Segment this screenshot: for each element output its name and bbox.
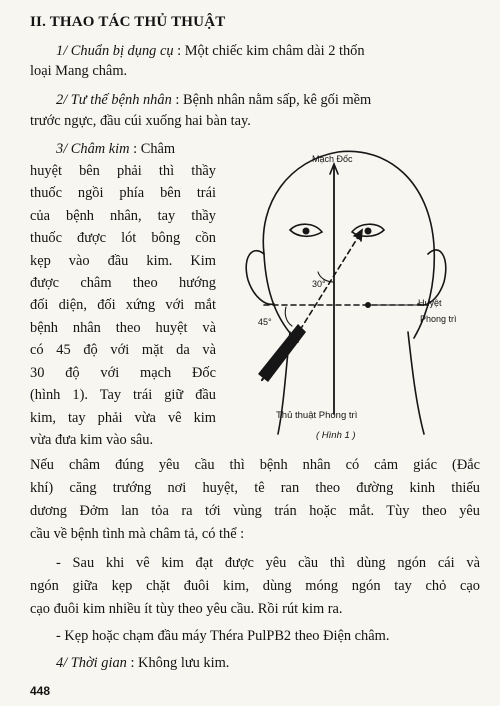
needling-full-line: dương Đởm lan tỏa ra tới vùng trán hoặc mắt. Tùy theo yêu <box>30 503 480 519</box>
paragraph-tools-line-2: loại Mang châm. <box>30 63 128 79</box>
needling-col-line: thuốc ngồi phía bên trái <box>30 185 216 201</box>
needling-col-line: được châm theo hướng <box>30 275 216 291</box>
needling-col-line: vừa đưa kim vào sâu. <box>30 432 154 448</box>
needling-col-line: có 45 độ với mặt da và <box>30 342 216 358</box>
time-text: : Không lưu kim. <box>126 655 230 671</box>
figure-number: ( Hình 1 ) <box>316 430 356 441</box>
phong-tri-label: Phong trì <box>420 314 457 324</box>
paragraph-needling-line-1 <box>56 140 175 158</box>
paragraph-position-line-2: trước ngực, đầu cúi xuống hai bàn tay. <box>30 113 251 129</box>
paragraph-tools-line-1 <box>56 42 365 60</box>
needling-col-line: của bệnh nhân, tay thầy <box>30 208 216 224</box>
page-number: 448 <box>30 684 51 698</box>
angle-30-label: 30° <box>312 279 326 289</box>
needling-col-line: (hình 1). Tay trái giữ đầu <box>30 387 216 403</box>
angle-45-arc <box>285 307 292 326</box>
needling-col-line: 30 độ với mạch Đốc <box>30 365 216 381</box>
needling-col-line: bệnh nhân theo huyệt và <box>30 320 216 336</box>
neck-right <box>408 332 424 434</box>
needling-full-line: Nếu châm đúng yêu cầu thì bệnh nhân có cảm giác (Đắc <box>30 457 480 473</box>
bullet-scrape-line: - Sau khi vê kim đạt được yêu cầu thì dùng ngón cái và <box>56 555 480 571</box>
left-pupil <box>303 228 310 235</box>
bullet-electro: - Kẹp hoặc chạm đầu máy Théra PulPB2 theo Điện châm. <box>56 628 390 644</box>
needling-text: : Châm <box>129 141 176 157</box>
section-heading: II. THAO TÁC THỦ THUẬT <box>30 14 226 30</box>
angle-45-label: 45° <box>258 317 272 327</box>
needling-col-line: huyệt bên phải thì thầy <box>30 163 216 179</box>
bullet-scrape-line: cạo đuôi kim nhiều ít tùy theo yêu cầu. Rồi rút kim ra. <box>30 601 343 617</box>
paragraph-position-line-1 <box>56 91 371 109</box>
needling-label: 3/ Châm kim <box>56 141 130 157</box>
needling-full-line: cầu về bệnh tình mà châm tả, có thể : <box>30 526 245 542</box>
figure-caption: Thủ thuật Phong trì <box>276 410 358 421</box>
bullet-scrape-line: ngón giữa kẹp chặt đuôi kim, dùng móng ngón tay chỏ cạo <box>30 578 480 594</box>
needling-col-line: kẹp vào đầu kim. Kim <box>30 253 216 269</box>
needling-col-line: kim, tay phải vừa vê kim <box>30 410 216 426</box>
right-ear <box>418 250 446 305</box>
left-ear <box>246 251 274 305</box>
needle-handle <box>258 324 306 382</box>
paragraph-time <box>56 654 229 672</box>
huyet-label: Huyệt <box>418 298 442 308</box>
mach-doc-label: Mạch Đốc <box>312 154 353 164</box>
needling-full-line: khí) căng trướng nơi huyệt, tê ran theo đường kinh thiếu <box>30 480 480 496</box>
figure-phong-tri <box>228 142 490 442</box>
time-label: 4/ Thời gian <box>56 655 127 671</box>
needling-col-line: đối diện, đối xứng với mắt <box>30 297 216 313</box>
head-left-jaw <box>264 254 298 342</box>
tools-label: 1/ Chuẩn bị dụng cụ <box>56 43 174 59</box>
head-diagram <box>228 142 490 442</box>
right-pupil <box>365 228 372 235</box>
head-outline <box>263 151 434 338</box>
tools-text: : Một chiếc kim châm dài 2 thốn <box>173 43 365 59</box>
needle-direction-arrow <box>354 230 362 241</box>
position-label: 2/ Tư thế bệnh nhân <box>56 92 172 108</box>
position-text: : Bệnh nhân nằm sấp, kê gối mềm <box>171 92 372 108</box>
needling-col-line: thuốc được lót bông cồn <box>30 230 216 246</box>
